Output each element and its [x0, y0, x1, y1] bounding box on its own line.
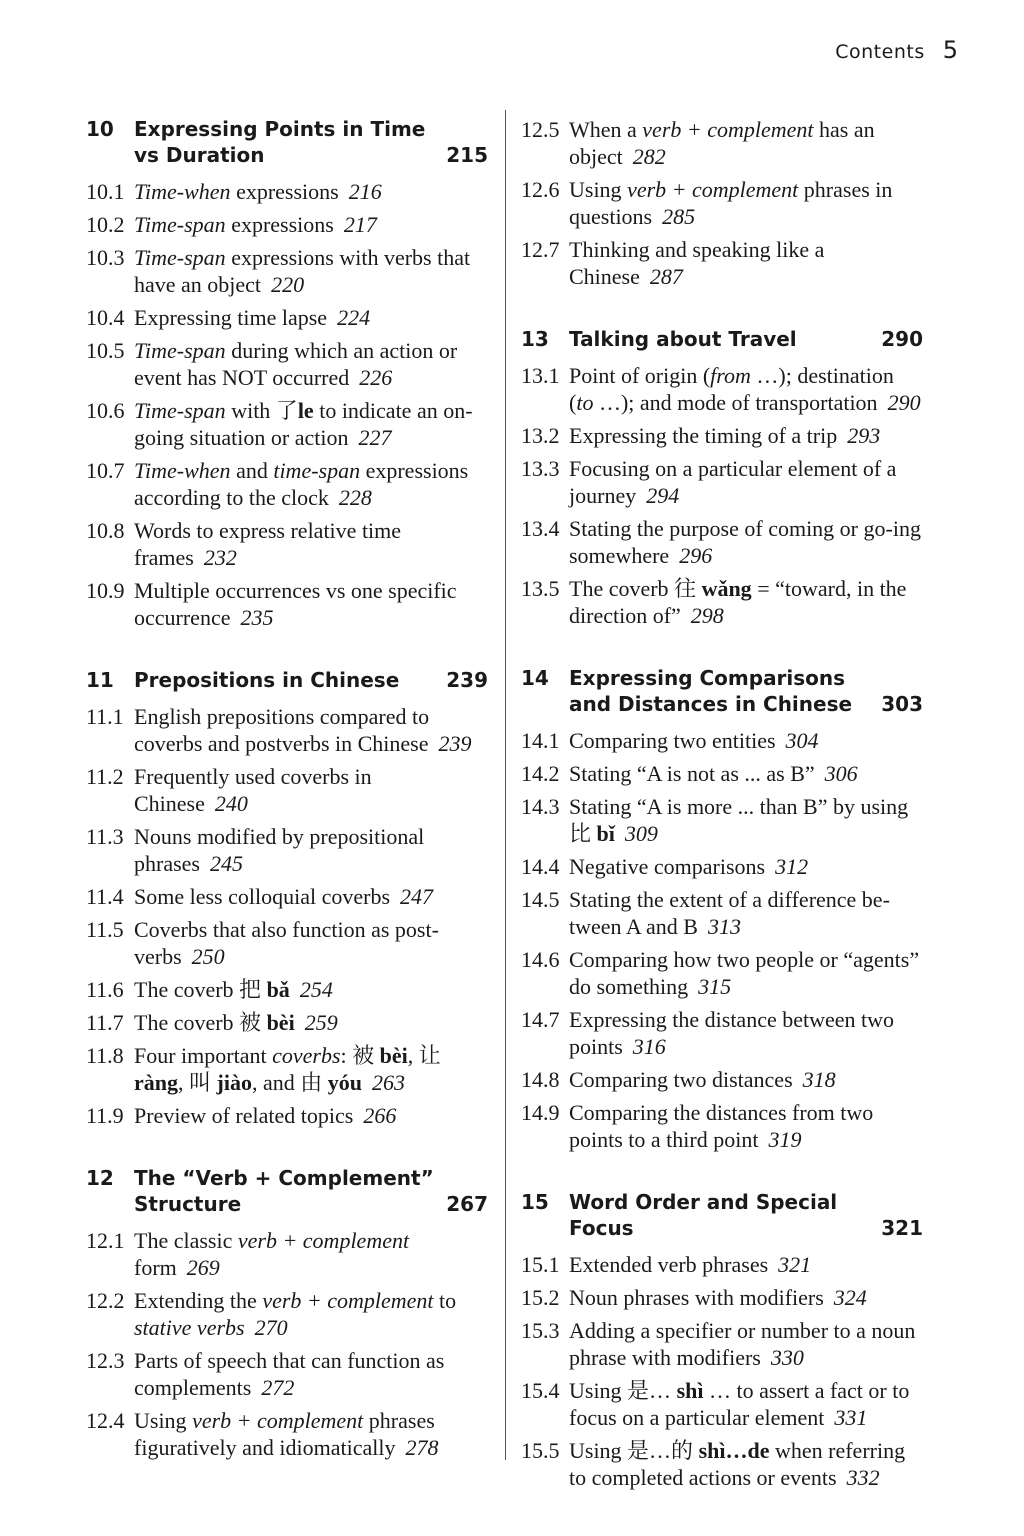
section-number: 10.1 [86, 179, 125, 204]
section-title: Point of origin (from …); destination (to …); and mode of transportation 290 [569, 363, 921, 415]
section-title: When a verb + complement has an object 282 [569, 117, 875, 169]
section-title: Using 是… shì … to assert a fact or to focus on a particular element 331 [569, 1378, 910, 1430]
section-page: 240 [214, 791, 248, 816]
section-number: 10.4 [86, 305, 125, 330]
section-number: 12.1 [86, 1228, 125, 1253]
section-number: 11.2 [86, 764, 124, 789]
section-page: 254 [299, 977, 333, 1002]
chapter-page: 321 [881, 1216, 923, 1240]
chapter-heading[interactable] [86, 116, 488, 168]
section-page: 324 [833, 1285, 867, 1310]
toc-entry[interactable] [521, 853, 923, 880]
section-title: Parts of speech that can function as complements 272 [134, 1348, 445, 1400]
section-number: 11.7 [86, 1010, 124, 1035]
toc-entry[interactable] [86, 244, 488, 298]
section-title: The classic verb + complement form 269 [134, 1228, 410, 1280]
section-title: Extended verb phrases 321 [569, 1252, 812, 1277]
section-page: 318 [802, 1067, 836, 1092]
section-page: 298 [690, 603, 724, 628]
section-page: 227 [358, 425, 392, 450]
section-number: 14.3 [521, 794, 560, 819]
section-title: The coverb 被 bèi 259 [134, 1010, 338, 1035]
section-number: 11.9 [86, 1103, 124, 1128]
section-title: Stating “A is not as ... as B” 306 [569, 761, 858, 786]
toc-right-column [521, 116, 923, 1497]
section-title: Using verb + complement phrases in questions 285 [569, 177, 893, 229]
toc-entry[interactable] [521, 176, 923, 230]
section-page: 217 [343, 212, 377, 237]
section-page: 287 [649, 264, 683, 289]
toc-entry[interactable] [521, 362, 923, 416]
section-number: 12.7 [521, 237, 560, 262]
section-page: 312 [775, 854, 809, 879]
section-number: 11.1 [86, 704, 124, 729]
toc-entry[interactable] [86, 1102, 488, 1129]
section-title: The coverb 把 bǎ 254 [134, 977, 333, 1002]
section-page: 315 [698, 974, 732, 999]
section-page: 330 [770, 1345, 804, 1370]
section-number: 14.5 [521, 887, 560, 912]
section-spacer [86, 1135, 488, 1165]
toc-entry[interactable] [86, 337, 488, 391]
chapter-number: 13 [521, 327, 549, 351]
section-page: 232 [203, 545, 237, 570]
chapter-page: 215 [446, 143, 488, 167]
toc-entry[interactable] [521, 793, 923, 847]
section-title: Time-span with 了le to indicate an on-going situation or action 227 [134, 398, 473, 450]
section-number: 12.3 [86, 1348, 125, 1373]
toc-left-column [86, 116, 488, 1467]
toc-entry[interactable] [521, 1251, 923, 1278]
section-title: Comparing the distances from two points to a third point 319 [569, 1100, 874, 1152]
section-title: Comparing how two people or “agents” do something 315 [569, 947, 920, 999]
chapter-page: 267 [446, 1192, 488, 1216]
toc-entry[interactable] [521, 422, 923, 449]
toc-entry[interactable] [86, 763, 488, 817]
toc-entry[interactable] [521, 946, 923, 1000]
section-title: Nouns modified by prepositional phrases 245 [134, 824, 425, 876]
section-number: 13.5 [521, 576, 560, 601]
section-page: 332 [846, 1465, 880, 1490]
toc-entry[interactable] [521, 1317, 923, 1371]
section-title: Expressing the timing of a trip 293 [569, 423, 881, 448]
toc-entry[interactable] [86, 577, 488, 631]
section-title: Preview of related topics 266 [134, 1103, 397, 1128]
section-number: 14.2 [521, 761, 560, 786]
chapter-title: Expressing Comparisons and Distances in Chinese [569, 666, 853, 716]
toc-entry[interactable] [521, 1437, 923, 1491]
section-number: 10.3 [86, 245, 125, 270]
section-page: 331 [834, 1405, 868, 1430]
chapter-title: Word Order and Special Focus [569, 1190, 838, 1240]
toc-entry[interactable] [521, 455, 923, 509]
chapter-heading[interactable] [86, 1165, 488, 1217]
section-page: 239 [438, 731, 472, 756]
section-page: 259 [304, 1010, 338, 1035]
section-number: 14.7 [521, 1007, 560, 1032]
section-page: 263 [371, 1070, 405, 1095]
toc-entry[interactable] [86, 211, 488, 238]
section-title: Using verb + complement phrases figuratively and idiomatically 278 [134, 1408, 439, 1460]
section-number: 11.3 [86, 824, 124, 849]
section-title: Using 是…的 shì…de when referring to completed actions or events 332 [569, 1438, 906, 1490]
section-number: 15.3 [521, 1318, 560, 1343]
section-title: Words to express relative time frames 232 [134, 518, 402, 570]
section-page: 282 [632, 144, 666, 169]
section-page: 224 [337, 305, 371, 330]
section-number: 11.5 [86, 917, 124, 942]
section-number: 10.6 [86, 398, 125, 423]
section-number: 11.8 [86, 1043, 124, 1068]
section-spacer [521, 296, 923, 326]
toc-entry[interactable] [86, 1287, 488, 1341]
chapter-number: 14 [521, 666, 549, 690]
section-page: 296 [679, 543, 713, 568]
chapter-number: 12 [86, 1166, 114, 1190]
section-number: 10.9 [86, 578, 125, 603]
section-number: 10.2 [86, 212, 125, 237]
page-number: 5 [942, 36, 958, 64]
chapter-page: 303 [881, 692, 923, 716]
toc-entry[interactable] [521, 575, 923, 629]
section-page: 319 [768, 1127, 802, 1152]
toc-entry[interactable] [521, 515, 923, 569]
section-title: Time-when expressions 216 [134, 179, 382, 204]
section-title: Multiple occurrences vs one specific occurrence 235 [134, 578, 457, 630]
section-title: Stating the purpose of coming or go-ing somewhere 296 [569, 516, 921, 568]
toc-entry[interactable] [521, 1066, 923, 1093]
running-head: Contents [835, 41, 925, 63]
section-title: Comparing two entities 304 [569, 728, 819, 753]
section-page: 216 [348, 179, 382, 204]
section-title: Negative comparisons 312 [569, 854, 809, 879]
section-page: 294 [646, 483, 680, 508]
toc-entry[interactable] [86, 397, 488, 451]
section-number: 13.4 [521, 516, 560, 541]
section-spacer [521, 1159, 923, 1189]
section-title: Frequently used coverbs in Chinese 240 [134, 764, 372, 816]
section-title: Time-span during which an action or event has NOT occurred 226 [134, 338, 458, 390]
section-number: 12.2 [86, 1288, 125, 1313]
chapter-heading[interactable] [521, 1189, 923, 1241]
chapter-number: 15 [521, 1190, 549, 1214]
section-page: 270 [254, 1315, 288, 1340]
toc-entry[interactable] [521, 1284, 923, 1311]
section-title: Thinking and speaking like a Chinese 287 [569, 237, 825, 289]
toc-entry[interactable] [86, 1227, 488, 1281]
section-number: 14.8 [521, 1067, 560, 1092]
section-page: 290 [887, 390, 921, 415]
section-page: 235 [240, 605, 274, 630]
section-number: 15.1 [521, 1252, 560, 1277]
section-title: Time-span expressions 217 [134, 212, 377, 237]
section-title: Time-span expressions with verbs that have an object 220 [134, 245, 471, 297]
section-number: 10.7 [86, 458, 125, 483]
section-page: 250 [191, 944, 225, 969]
chapter-title: Expressing Points in Time vs Duration [134, 117, 426, 167]
toc-entry[interactable] [521, 116, 923, 170]
section-number: 10.5 [86, 338, 125, 363]
toc-entry[interactable] [521, 1099, 923, 1153]
chapter-number: 11 [86, 668, 114, 692]
section-number: 13.1 [521, 363, 560, 388]
section-number: 12.4 [86, 1408, 125, 1433]
section-page: 247 [400, 884, 434, 909]
toc-entry[interactable] [86, 823, 488, 877]
chapter-title: Prepositions in Chinese [134, 668, 400, 692]
section-title: Focusing on a particular element of a journey 294 [569, 456, 897, 508]
toc-entry[interactable] [86, 457, 488, 511]
section-title: Some less colloquial coverbs 247 [134, 884, 434, 909]
section-number: 11.4 [86, 884, 124, 909]
chapter-number: 10 [86, 117, 114, 141]
section-number: 13.3 [521, 456, 560, 481]
section-page: 278 [405, 1435, 439, 1460]
chapter-heading[interactable] [521, 665, 923, 717]
section-number: 14.4 [521, 854, 560, 879]
section-page: 306 [824, 761, 858, 786]
chapter-page: 290 [881, 327, 923, 351]
toc-entry[interactable] [86, 1407, 488, 1461]
chapter-heading[interactable] [521, 326, 923, 352]
section-page: 228 [338, 485, 372, 510]
section-number: 15.4 [521, 1378, 560, 1403]
section-title: English prepositions compared to coverbs and postverbs in Chinese 239 [134, 704, 472, 756]
toc-entry[interactable] [86, 517, 488, 571]
toc-entry[interactable] [86, 1042, 488, 1096]
section-page: 269 [186, 1255, 220, 1280]
toc-entry[interactable] [86, 703, 488, 757]
section-number: 12.6 [521, 177, 560, 202]
section-title: Stating the extent of a difference be-tween A and B 313 [569, 887, 890, 939]
toc-entry[interactable] [521, 727, 923, 754]
section-title: Noun phrases with modifiers 324 [569, 1285, 867, 1310]
section-spacer [86, 637, 488, 667]
section-number: 14.9 [521, 1100, 560, 1125]
section-number: 14.1 [521, 728, 560, 753]
toc-entry[interactable] [86, 883, 488, 910]
chapter-title: The “Verb + Complement” Structure [134, 1166, 434, 1216]
column-divider [505, 110, 506, 1460]
toc-entry[interactable] [86, 1009, 488, 1036]
chapter-title: Talking about Travel [569, 327, 797, 351]
toc-entry[interactable] [521, 886, 923, 940]
toc-entry[interactable] [86, 916, 488, 970]
section-page: 313 [707, 914, 741, 939]
page-header [835, 36, 958, 64]
toc-entry[interactable] [521, 760, 923, 787]
section-title: Stating “A is more ... than B” by using 比 bǐ 309 [569, 794, 909, 846]
section-title: Coverbs that also function as post-verbs 250 [134, 917, 439, 969]
section-title: Extending the verb + complement to stative verbs 270 [134, 1288, 457, 1340]
toc-entry[interactable] [521, 1006, 923, 1060]
section-page: 293 [847, 423, 881, 448]
toc-entry[interactable] [86, 178, 488, 205]
section-spacer [521, 635, 923, 665]
section-page: 266 [363, 1103, 397, 1128]
section-page: 285 [662, 204, 696, 229]
section-page: 272 [261, 1375, 295, 1400]
toc-entry[interactable] [86, 1347, 488, 1401]
section-title: Adding a specifier or number to a noun phrase with modifiers 330 [569, 1318, 916, 1370]
section-number: 13.2 [521, 423, 560, 448]
section-number: 11.6 [86, 977, 124, 1002]
toc-entry[interactable] [86, 304, 488, 331]
toc-entry[interactable] [86, 976, 488, 1003]
chapter-heading[interactable] [86, 667, 488, 693]
section-title: Four important coverbs: 被 bèi, 让 ràng, 叫 jiào, and 由 yóu 263 [134, 1043, 441, 1095]
section-title: The coverb 往 wǎng = “toward, in the direction of” 298 [569, 576, 907, 628]
section-number: 15.2 [521, 1285, 560, 1310]
chapter-page: 239 [446, 668, 488, 692]
section-number: 15.5 [521, 1438, 560, 1463]
section-title: Comparing two distances 318 [569, 1067, 836, 1092]
section-number: 10.8 [86, 518, 125, 543]
section-page: 226 [359, 365, 393, 390]
section-number: 14.6 [521, 947, 560, 972]
section-title: Time-when and time-span expressions according to the clock 228 [134, 458, 469, 510]
section-title: Expressing time lapse 224 [134, 305, 371, 330]
section-number: 12.5 [521, 117, 560, 142]
toc-entry[interactable] [521, 1377, 923, 1431]
section-page: 220 [271, 272, 305, 297]
section-page: 321 [778, 1252, 812, 1277]
toc-entry[interactable] [521, 236, 923, 290]
section-page: 304 [785, 728, 819, 753]
section-title: Expressing the distance between two points 316 [569, 1007, 895, 1059]
section-page: 309 [624, 821, 658, 846]
section-page: 245 [209, 851, 243, 876]
section-page: 316 [632, 1034, 666, 1059]
